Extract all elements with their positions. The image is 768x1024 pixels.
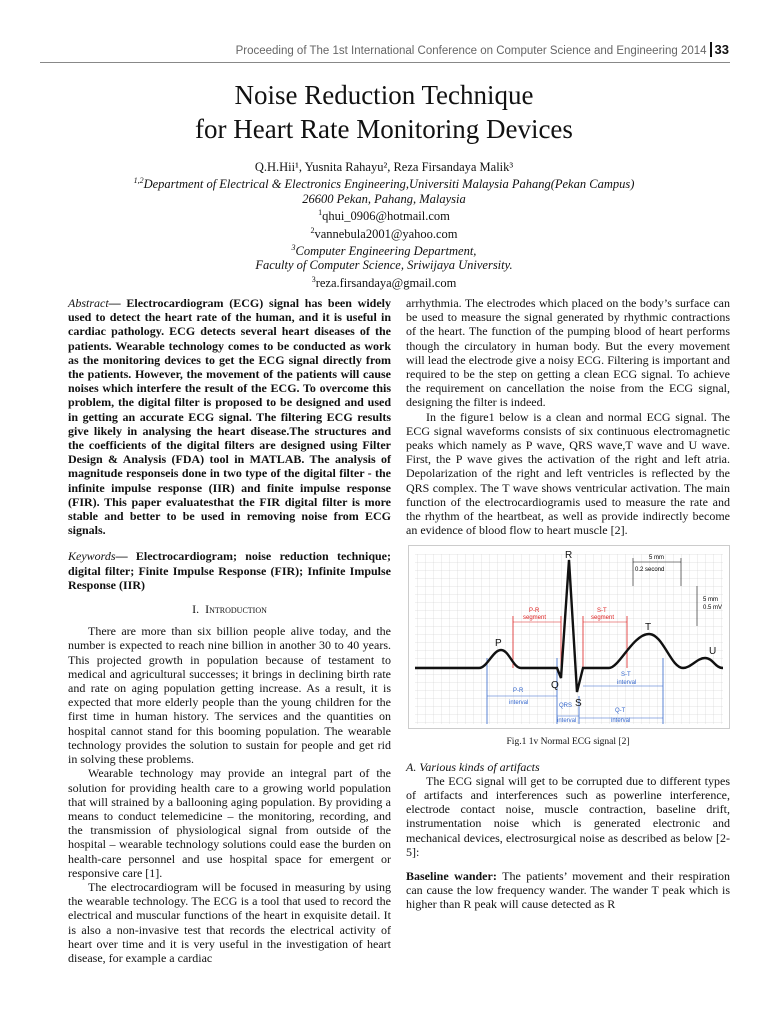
label-st-segment: S-T bbox=[597, 608, 607, 615]
subsection-heading: A. Various kinds of artifacts bbox=[406, 759, 540, 774]
keywords bbox=[68, 549, 391, 592]
label-p-wave: P bbox=[495, 638, 502, 650]
intro-paragraph-2: Wearable technology may provide an integral part of the solution for providing health care to a growing world population that will strained by a ballooning aging population. By providing a means to conduct telemedicine – the monitoring, recording, and the transmission of physiological signal from outside of the hospital – wearable technology solutions could ease the burden on health-care personnel and use hospital space for emergent or responsive care [1]. bbox=[68, 766, 391, 880]
label-0-5-mv: 0.5 mV bbox=[703, 605, 723, 612]
ecg-figure bbox=[408, 545, 730, 729]
affiliation-3-text: Computer Engineering Department, bbox=[295, 244, 477, 259]
email-3-text: reza.firsandaya@gmail.com bbox=[315, 275, 457, 290]
label-st-interval-2: interval bbox=[617, 680, 637, 687]
label-pr-segment: P-R bbox=[529, 608, 540, 615]
baseline-wander-text: The patients’ movement and their respiration can cause the low frequency wander. The wander T peak which is higher than R peak will cause detected as R bbox=[406, 869, 730, 912]
affiliation-4: Faculty of Computer Science, Sriwijaya University. bbox=[255, 258, 513, 273]
email-2 bbox=[0, 224, 768, 241]
right-paragraph-1: arrhythmia. The electrodes which placed on the body’s surface can be used to measure the signal generated by rhythmic contractions of the heart. The function of the pumping blood of heart performs though the circulatory in human body. But the every movement will lead the electrode give a noisy ECG. Filtering is important and required to be the step on getting a clean ECG signal. To achieve the requirement on cancellation the noise from the ECG signal, designing the filter is indeed. bbox=[406, 296, 730, 410]
intro-paragraph-3: The electrocardiogram will be focused in measuring by using the wearable technology. The ECG is a tool that used to record the electrical and muscular functions of the heart in exquisite detail. It is also a non-invasive test that records the electrical activity of heart over time and it is very useful in the investigation of heart disease, for example a cardiac bbox=[68, 879, 391, 965]
email-2-sup: 2 bbox=[310, 225, 315, 235]
running-header-text: Proceeding of The 1st International Conference on Computer Science and Engineering 2014 bbox=[235, 45, 707, 57]
email-1-sup: 1 bbox=[318, 208, 323, 218]
running-header bbox=[0, 42, 729, 57]
label-qt-interval-2: interval bbox=[611, 718, 631, 725]
label-s-wave: S bbox=[575, 698, 582, 710]
email-2-text: vannebula2001@yahoo.com bbox=[314, 226, 458, 241]
label-pr-interval: P-R bbox=[513, 688, 524, 695]
label-5mm-volt: 5 mm bbox=[703, 597, 718, 604]
email-3 bbox=[0, 273, 768, 290]
label-u-wave: U bbox=[709, 646, 717, 658]
label-pr-interval-2: interval bbox=[509, 700, 529, 707]
title-line-2: for Heart Rate Monitoring Devices bbox=[195, 114, 573, 144]
affiliation-1-text: Department of Electrical & Electronics Engineering,Universiti Malaysia Pahang(Pekan Campus) bbox=[143, 177, 635, 192]
abstract-lead: Abstract bbox=[68, 296, 109, 310]
email-3-sup: 3 bbox=[311, 274, 316, 284]
label-q-wave: Q bbox=[551, 680, 559, 692]
label-qt-interval: Q-T bbox=[615, 708, 626, 715]
email-1 bbox=[0, 206, 768, 223]
affiliation-1-sup: 1,2 bbox=[133, 176, 144, 186]
label-0-2-second: 0.2 second bbox=[635, 567, 665, 574]
page-number: 33 bbox=[710, 42, 729, 57]
affiliation-2: 26600 Pekan, Pahang, Malaysia bbox=[302, 191, 466, 206]
label-st-segment-2: segment bbox=[591, 615, 615, 622]
baseline-wander-paragraph bbox=[406, 869, 730, 912]
affiliation-3 bbox=[0, 241, 768, 258]
right-paragraph-3: The ECG signal will get to be corrupted due to different types of artifacts and interferences such as powerline interference, electrode contact noise, muscle contraction, baseline drift, instrumentation noise which is generated electronic and mechanical devices, electrosurgical noise as described as below [2-5]: bbox=[406, 773, 730, 859]
intro-paragraph-1: There are more than six billion people alive today, and the number is expected to reach nine billion in another 30 to 40 years. This projected growth in population because of testament to medical and agricultural successes; it brings in declining birth rate and rate on aging population getting increase. As a result, it is expected that more elderly people than the young children for the first time in human history. The services and the quantities on hospital cannot stand for this booming population. The wearable technology provides the solution to sustain for people and get rid in solving these problems. bbox=[68, 624, 391, 767]
label-pr-segment-2: segment bbox=[523, 615, 547, 622]
ecg-diagram bbox=[409, 546, 729, 728]
label-qrs-interval-2: interval bbox=[557, 718, 577, 725]
left-column bbox=[68, 296, 391, 965]
section-number: I. bbox=[192, 602, 200, 617]
abstract bbox=[68, 296, 391, 537]
affiliation-3-sup: 3 bbox=[291, 242, 296, 252]
label-qrs-interval: QRS bbox=[559, 703, 573, 710]
section-title: Introduction bbox=[205, 602, 267, 617]
abstract-text: — Electrocardiogram (ECG) signal has been widely used to detect the heart rate of the human, and it is useful in cardiac pathology. ECG detects several heart diseases of the patients. Wearable technology comes to be conducted as work as the monitoring devices to get the ECG signal directly from the patients. However, the movement of the patients will cause noises which interfere the result of the ECG. To overcome this problem, the digital filter is proposed to be designed and used in getting an accurate ECG signal. The filtering ECG results give likely in analysing the heart disease.The structures and the coefficients of the digital filters are designed using Filter Design & Analysis (FDA) tool in MATLAB. The analysis of magnitude responseis done in two type of the digital filter - the infinite impulse response (IIR) and finite impulse response (FIR). This paper evaluatesthat the FIR digital filter is more stable and better to be used in removing noise from ECG signals. bbox=[68, 296, 391, 538]
section-heading-introduction bbox=[68, 602, 391, 616]
keywords-lead: Keywords bbox=[68, 549, 116, 564]
right-column bbox=[406, 296, 730, 912]
label-5mm-time: 5 mm bbox=[649, 555, 664, 562]
header-rule bbox=[40, 62, 730, 63]
author-block bbox=[0, 160, 768, 290]
author-names: Q.H.Hii¹, Yusnita Rahayu², Reza Firsandaya Malik³ bbox=[254, 160, 514, 174]
baseline-wander-lead: Baseline wander: bbox=[406, 869, 497, 884]
label-st-interval: S-T bbox=[621, 672, 631, 679]
label-r-wave: R bbox=[565, 550, 573, 562]
affiliation-1 bbox=[0, 174, 768, 191]
label-t-wave: T bbox=[645, 622, 652, 634]
title-line-1: Noise Reduction Technique bbox=[234, 80, 534, 110]
figure-caption: Fig.1 1v Normal ECG signal [2] bbox=[506, 737, 630, 748]
paper-title bbox=[0, 78, 768, 146]
right-paragraph-2: In the figure1 below is a clean and normal ECG signal. The ECG signal waveforms consists of six continuous electromagnetic peaks which namely as P wave, QRS wave,T wave and U wave. First, the P wave gives the activation of the right and left atria. Depolarization of the right and left ventricles is reflected by the QRS complex. The T wave shows ventricular activation. The main function of the electrocardiogramis used to measure the rate and the rhythm of the heartbeat, as well as provide indirectly become an evidence of blood flow to heart muscle [2]. bbox=[406, 409, 730, 538]
email-1-text: qhui_0906@hotmail.com bbox=[322, 209, 450, 224]
keywords-text: — Electrocardiogram; noise reduction technique; digital filter; Finite Impulse Response (FIR); Infinite Impulse Response (IIR) bbox=[68, 549, 391, 592]
